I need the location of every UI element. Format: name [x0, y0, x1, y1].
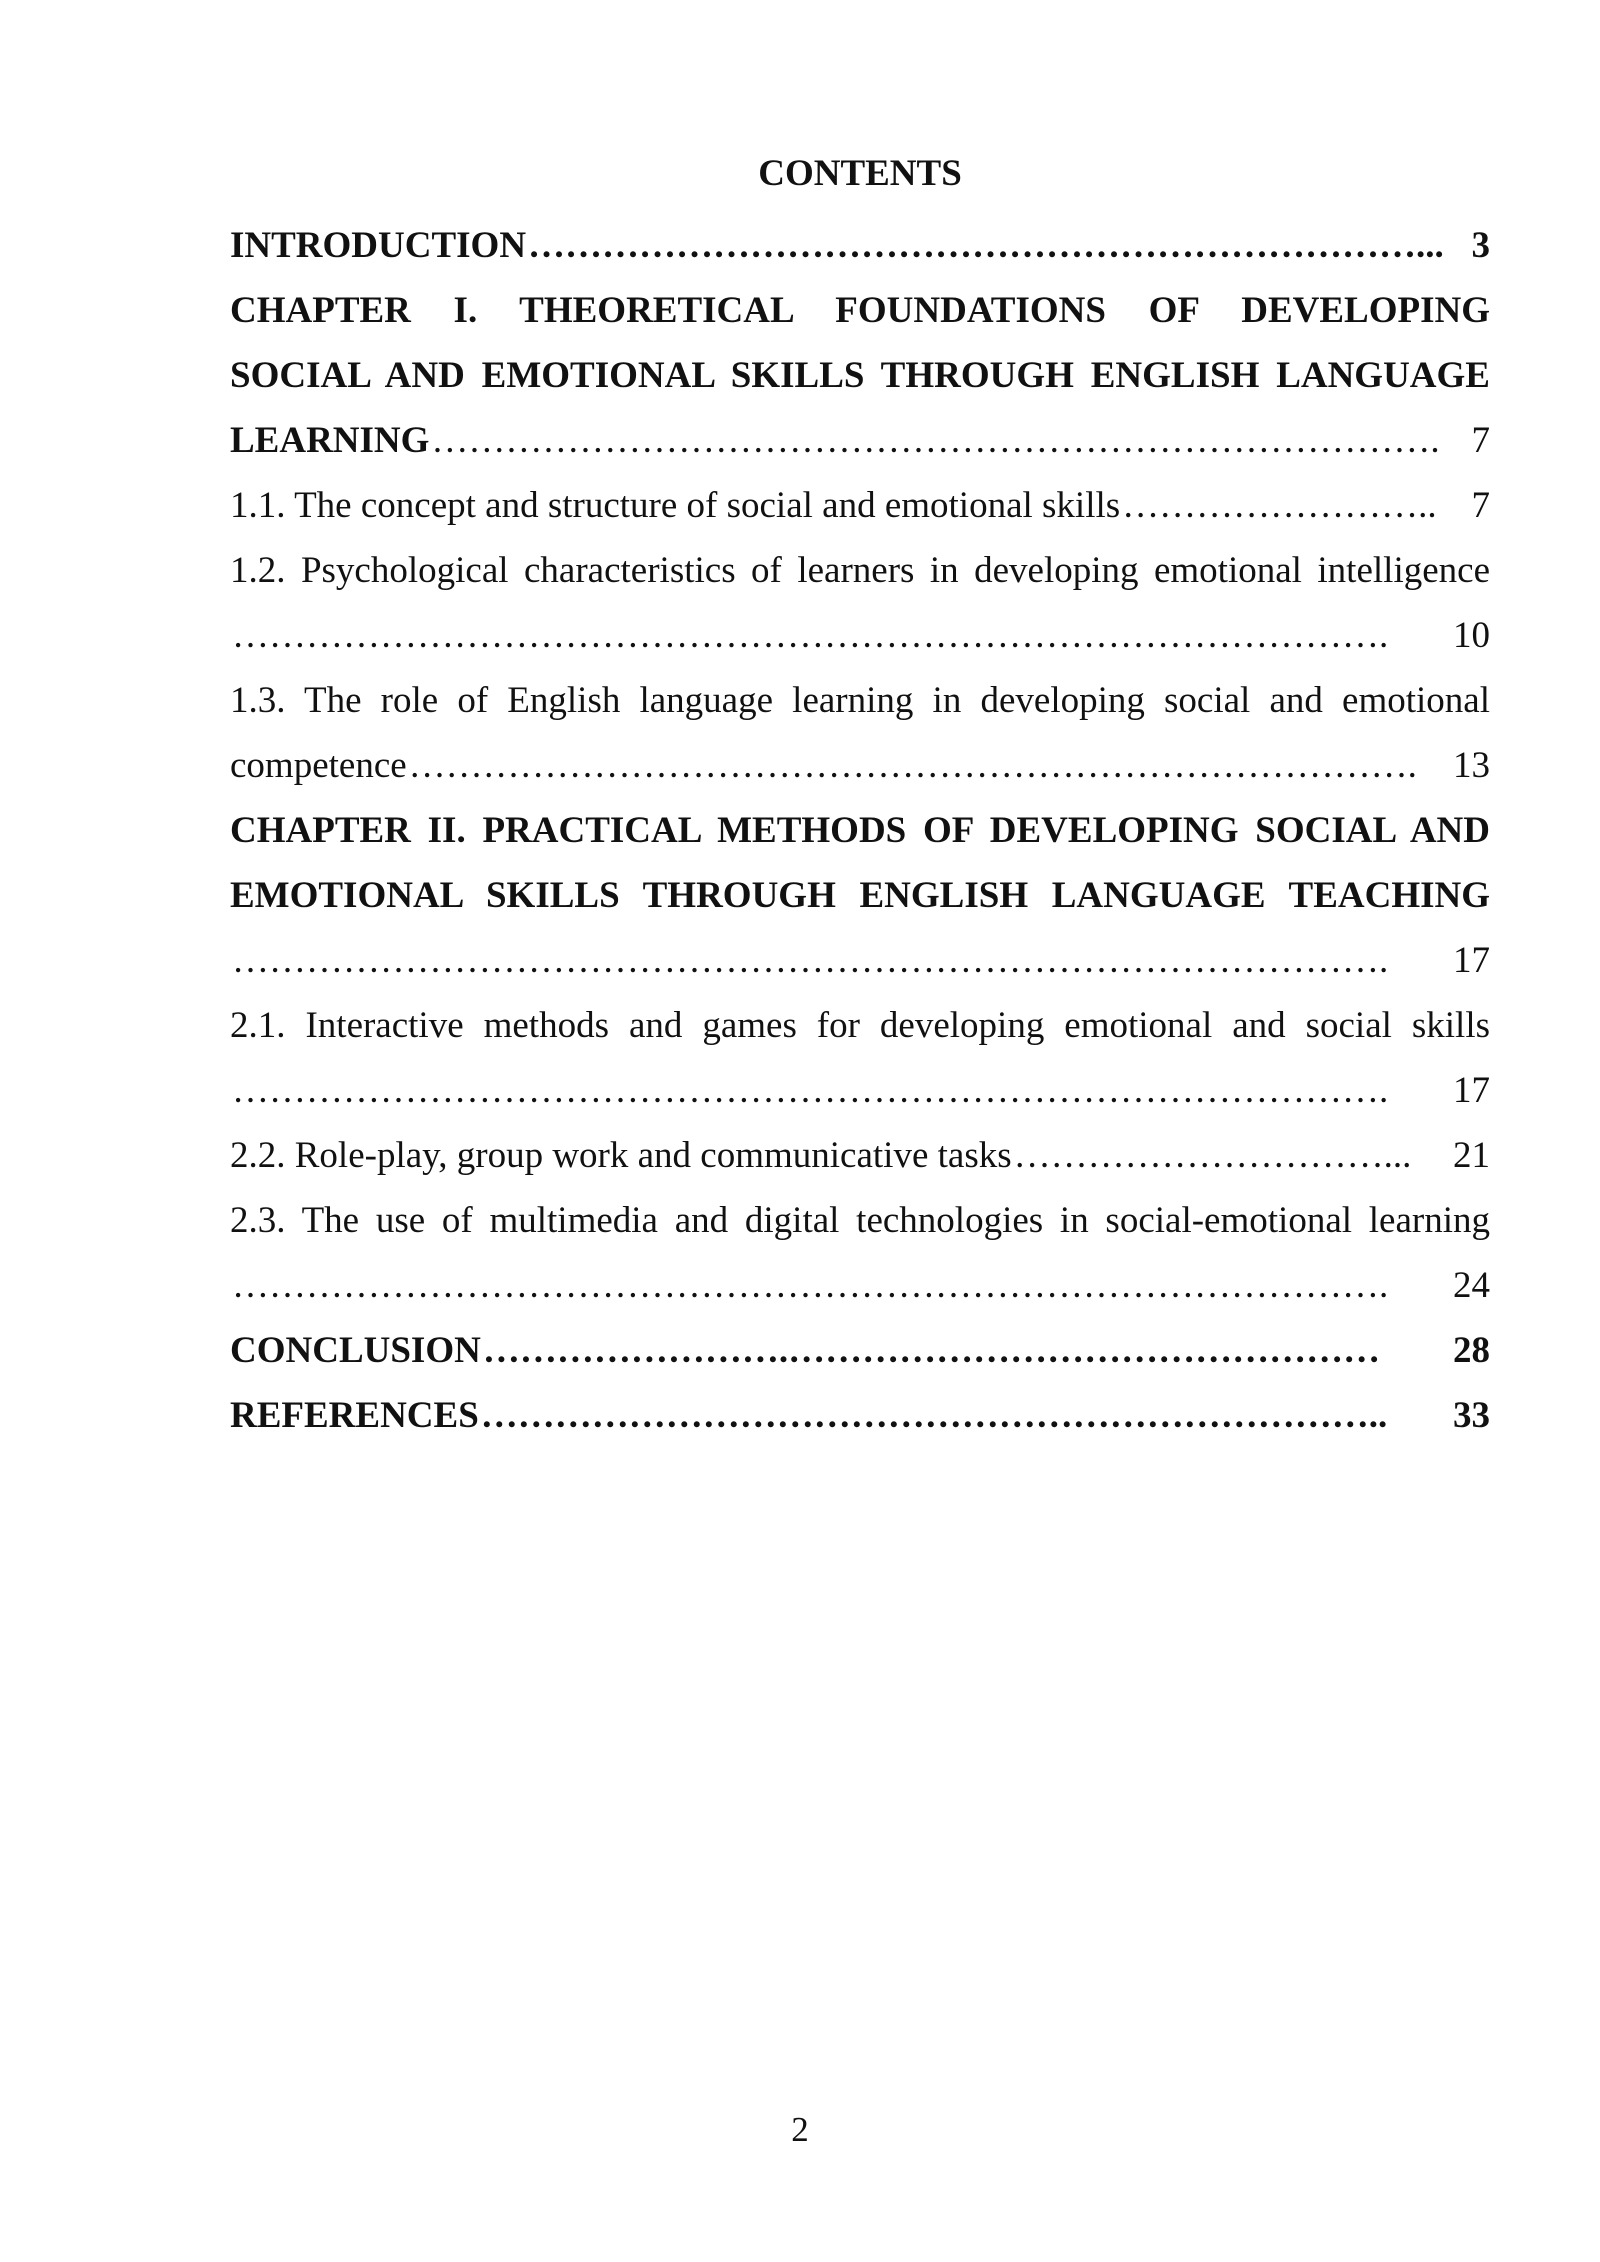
toc-entry-references[interactable]: [230, 1383, 1490, 1448]
contents-heading: CONTENTS: [758, 153, 962, 194]
toc-entry-chapter-2-line-2[interactable]: EMOTIONAL SKILLS THROUGH ENGLISH LANGUAGE TEACHING: [230, 875, 1490, 916]
toc-leader-dots: ………………………………………………………………………………….: [232, 1265, 1389, 1306]
toc-page-number: 13: [1453, 745, 1490, 786]
toc-leader-dots: ……………………………………………………………………….: [431, 420, 1440, 461]
toc-entry-chapter-1-line-3[interactable]: [230, 408, 1490, 473]
toc-leader-dots: ………………………………………………………………………………….: [232, 615, 1389, 656]
toc-page-number: 7: [1471, 485, 1490, 526]
toc-entry-section-2-1-line-2[interactable]: [230, 1058, 1490, 1123]
toc-leader-dots: …………………….…………………………………………: [482, 1330, 1381, 1371]
toc-entry-chapter-1-line-2[interactable]: SOCIAL AND EMOTIONAL SKILLS THROUGH ENGLISH LANGUAGE: [230, 355, 1490, 396]
toc-page-number: 24: [1453, 1265, 1490, 1306]
toc-page-number: 28: [1453, 1330, 1490, 1371]
toc-entry-title: CONCLUSION: [230, 1330, 481, 1371]
toc-entry-chapter-2-line-3[interactable]: [230, 928, 1490, 993]
toc-entry-section-1-3-line-2[interactable]: [230, 733, 1490, 798]
toc-entry-section-2-1-line-1[interactable]: 2.1. Interactive methods and games for developing emotional and social skills: [230, 1005, 1490, 1046]
toc-leader-dots: …………………………...: [1013, 1135, 1412, 1176]
table-of-contents: [230, 213, 1490, 1448]
toc-page-number: 33: [1453, 1395, 1490, 1436]
toc-entry-section-1-2-line-1[interactable]: 1.2. Psychological characteristics of learners in developing emotional intelligence: [230, 550, 1490, 591]
toc-leader-dots: ……………………..: [1122, 485, 1437, 526]
toc-leader-dots: ………………………………………………………………...: [528, 225, 1444, 266]
toc-entry-section-2-3-line-1[interactable]: 2.3. The use of multimedia and digital technologies in social-emotional learning: [230, 1200, 1490, 1241]
toc-page-number: 10: [1453, 615, 1490, 656]
toc-entry-chapter-1-line-1[interactable]: CHAPTER I. THEORETICAL FOUNDATIONS OF DEVELOPING: [230, 290, 1490, 331]
toc-leader-dots: ………………………………………………………………..: [480, 1395, 1388, 1436]
toc-entry-section-2-2[interactable]: [230, 1123, 1490, 1188]
toc-entry-conclusion[interactable]: [230, 1318, 1490, 1383]
toc-entry-title: REFERENCES: [230, 1395, 479, 1436]
toc-page-number: 7: [1471, 420, 1490, 461]
toc-entry-title: 2.2. Role-play, group work and communicative tasks: [230, 1135, 1012, 1176]
toc-entry-section-1-1[interactable]: [230, 473, 1490, 538]
toc-page-number: 17: [1453, 1070, 1490, 1111]
toc-entry-section-2-3-line-2[interactable]: [230, 1253, 1490, 1318]
toc-leader-dots: ………………………………………………………………………………….: [232, 940, 1389, 981]
toc-entry-introduction[interactable]: [230, 213, 1490, 278]
toc-leader-dots: ……………………………………………………………………….: [408, 745, 1417, 786]
toc-entry-section-1-3-line-1[interactable]: 1.3. The role of English language learning in developing social and emotional: [230, 680, 1490, 721]
toc-entry-title: 1.1. The concept and structure of social and emotional skills: [230, 485, 1121, 526]
toc-entry-title: INTRODUCTION: [230, 225, 527, 266]
toc-page-number: 17: [1453, 940, 1490, 981]
toc-entry-chapter-2-line-1[interactable]: CHAPTER II. PRACTICAL METHODS OF DEVELOPING SOCIAL AND: [230, 810, 1490, 851]
toc-page-number: 3: [1471, 225, 1490, 266]
toc-entry-section-1-2-line-2[interactable]: [230, 603, 1490, 668]
toc-leader-dots: ………………………………………………………………………………….: [232, 1070, 1389, 1111]
page-number: 2: [791, 2110, 809, 2149]
toc-entry-title: competence: [230, 745, 407, 786]
toc-page-number: 21: [1453, 1135, 1490, 1176]
toc-entry-title: LEARNING: [230, 420, 430, 461]
